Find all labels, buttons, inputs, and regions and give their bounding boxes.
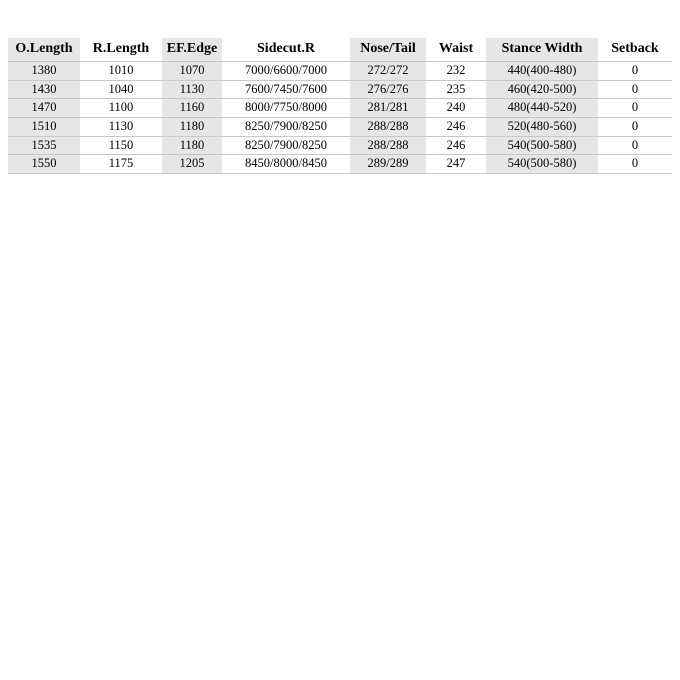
cell-efedge: 1205 <box>162 155 222 174</box>
cell-waist: 246 <box>426 136 486 155</box>
cell-rlength: 1130 <box>80 117 162 136</box>
table-row <box>8 117 672 136</box>
table-header-row <box>8 38 672 62</box>
cell-setback: 0 <box>598 80 672 99</box>
column-header-efedge: EF.Edge <box>162 38 222 62</box>
cell-stance: 460(420-500) <box>486 80 598 99</box>
cell-nosetail: 272/272 <box>350 62 426 81</box>
cell-nosetail: 276/276 <box>350 80 426 99</box>
cell-olength: 1510 <box>8 117 80 136</box>
cell-rlength: 1150 <box>80 136 162 155</box>
cell-olength: 1430 <box>8 80 80 99</box>
cell-nosetail: 288/288 <box>350 117 426 136</box>
column-header-rlength: R.Length <box>80 38 162 62</box>
cell-stance: 440(400-480) <box>486 62 598 81</box>
cell-setback: 0 <box>598 155 672 174</box>
table-row <box>8 155 672 174</box>
column-header-setback: Setback <box>598 38 672 62</box>
cell-nosetail: 288/288 <box>350 136 426 155</box>
cell-sidecut: 8250/7900/8250 <box>222 117 350 136</box>
cell-waist: 247 <box>426 155 486 174</box>
cell-efedge: 1070 <box>162 62 222 81</box>
cell-sidecut: 8250/7900/8250 <box>222 136 350 155</box>
table-row <box>8 136 672 155</box>
cell-waist: 246 <box>426 117 486 136</box>
cell-efedge: 1180 <box>162 117 222 136</box>
table-body <box>8 62 672 174</box>
cell-stance: 540(500-580) <box>486 136 598 155</box>
cell-efedge: 1180 <box>162 136 222 155</box>
table-row <box>8 62 672 81</box>
table-row <box>8 80 672 99</box>
column-header-nosetail: Nose/Tail <box>350 38 426 62</box>
cell-nosetail: 289/289 <box>350 155 426 174</box>
cell-olength: 1380 <box>8 62 80 81</box>
cell-rlength: 1040 <box>80 80 162 99</box>
cell-sidecut: 7000/6600/7000 <box>222 62 350 81</box>
table-row <box>8 99 672 118</box>
cell-sidecut: 8000/7750/8000 <box>222 99 350 118</box>
cell-setback: 0 <box>598 62 672 81</box>
cell-efedge: 1160 <box>162 99 222 118</box>
cell-sidecut: 8450/8000/8450 <box>222 155 350 174</box>
cell-waist: 240 <box>426 99 486 118</box>
cell-rlength: 1010 <box>80 62 162 81</box>
cell-olength: 1470 <box>8 99 80 118</box>
cell-stance: 520(480-560) <box>486 117 598 136</box>
cell-nosetail: 281/281 <box>350 99 426 118</box>
cell-rlength: 1100 <box>80 99 162 118</box>
cell-olength: 1550 <box>8 155 80 174</box>
cell-waist: 235 <box>426 80 486 99</box>
cell-rlength: 1175 <box>80 155 162 174</box>
cell-stance: 480(440-520) <box>486 99 598 118</box>
cell-setback: 0 <box>598 117 672 136</box>
cell-stance: 540(500-580) <box>486 155 598 174</box>
cell-waist: 232 <box>426 62 486 81</box>
specification-table <box>8 38 672 174</box>
column-header-olength: O.Length <box>8 38 80 62</box>
column-header-sidecut: Sidecut.R <box>222 38 350 62</box>
cell-setback: 0 <box>598 99 672 118</box>
column-header-waist: Waist <box>426 38 486 62</box>
column-header-stance: Stance Width <box>486 38 598 62</box>
cell-olength: 1535 <box>8 136 80 155</box>
cell-sidecut: 7600/7450/7600 <box>222 80 350 99</box>
cell-efedge: 1130 <box>162 80 222 99</box>
cell-setback: 0 <box>598 136 672 155</box>
